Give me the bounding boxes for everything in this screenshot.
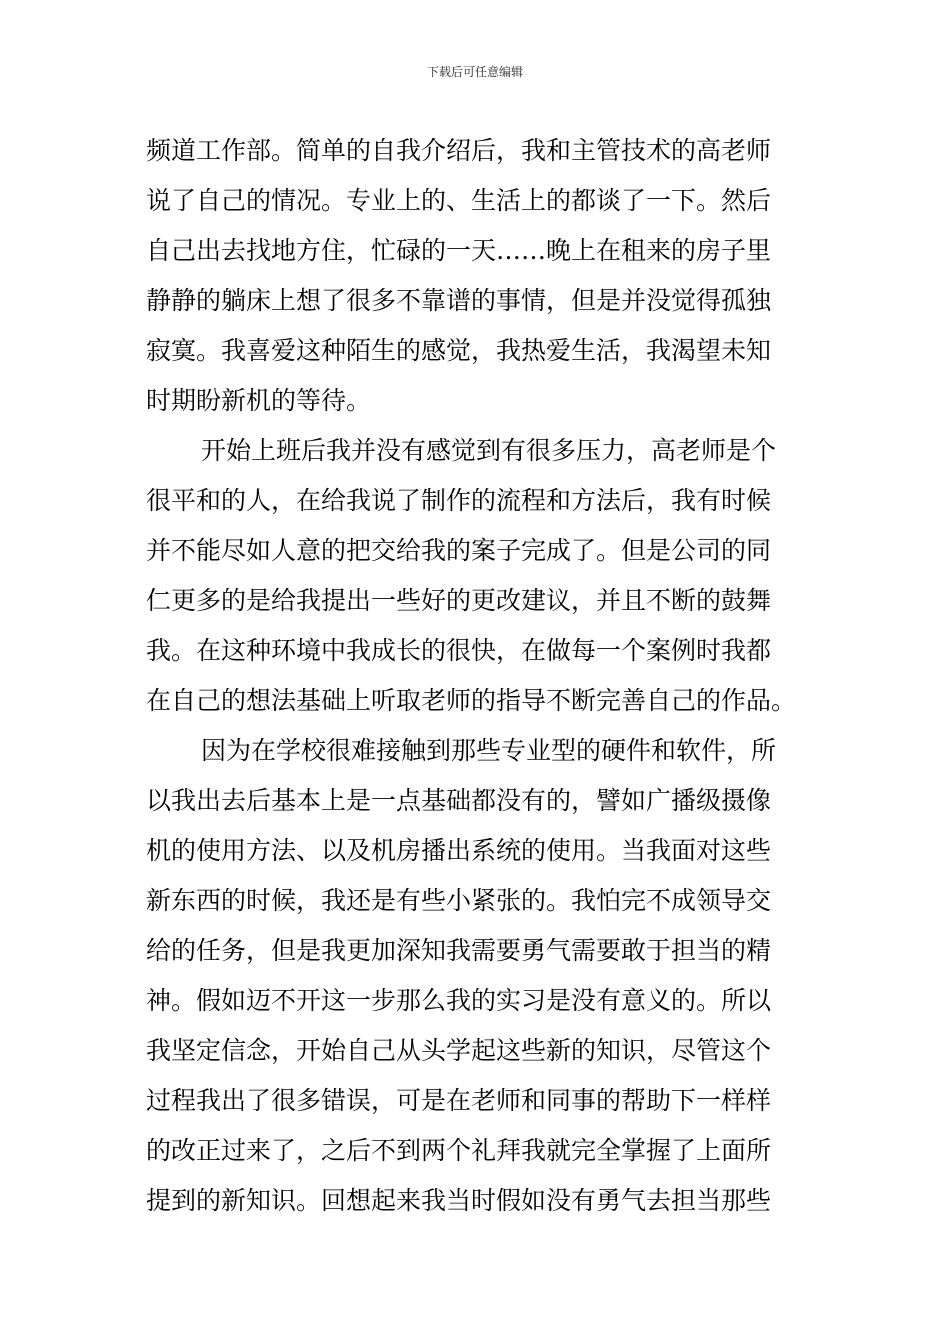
text-line: 时期盼新机的等待。 [146, 386, 372, 415]
text-line: 的改正过来了，之后不到两个礼拜我就完全掌握了上面所 [146, 1136, 772, 1165]
text-line: 提到的新知识。回想起来我当时假如没有勇气去担当那些 [146, 1186, 772, 1215]
text-line: 说了自己的情况。专业上的、生活上的都谈了一下。然后 [146, 186, 772, 215]
text-line: 寂寞。我喜爱这种陌生的感觉，我热爱生活，我渴望未知 [146, 336, 772, 365]
text-line: 我坚定信念，开始自己从头学起这些新的知识，尽管这个 [146, 1036, 772, 1065]
paragraph-3 [146, 726, 810, 1226]
paragraph-1 [146, 126, 810, 426]
text-line: 频道工作部。简单的自我介绍后，我和主管技术的高老师 [146, 136, 772, 165]
text-line: 并不能尽如人意的把交给我的案子完成了。但是公司的同 [146, 536, 772, 565]
document-body [146, 126, 810, 1226]
text-line: 给的任务，但是我更加深知我需要勇气需要敢于担当的精 [146, 936, 772, 965]
text-line: 过程我出了很多错误，可是在老师和同事的帮助下一样样 [146, 1086, 772, 1115]
text-line: 在自己的想法基础上听取老师的指导不断完善自己的作品。 [146, 686, 797, 715]
text-line: 新东西的时候，我还是有些小紧张的。我怕完不成领导交 [146, 886, 772, 915]
text-line: 自己出去找地方住，忙碌的一天……晚上在租来的房子里 [146, 236, 772, 265]
paragraph-2 [146, 426, 810, 726]
text-line: 很平和的人，在给我说了制作的流程和方法后，我有时候 [146, 486, 772, 515]
text-line: 仁更多的是给我提出一些好的更改建议，并且不断的鼓舞 [146, 586, 772, 615]
text-line: 神。假如迈不开这一步那么我的实习是没有意义的。所以 [146, 986, 772, 1015]
text-line: 因为在学校很难接触到那些专业型的硬件和软件，所 [201, 736, 777, 765]
text-line: 我。在这种环境中我成长的很快，在做每一个案例时我都 [146, 636, 772, 665]
text-line: 静静的躺床上想了很多不靠谱的事情，但是并没觉得孤独 [146, 286, 772, 315]
text-line: 机的使用方法、以及机房播出系统的使用。当我面对这些 [146, 836, 772, 865]
text-line: 以我出去后基本上是一点基础都没有的，譬如广播级摄像 [146, 786, 772, 815]
text-line: 开始上班后我并没有感觉到有很多压力，高老师是个 [201, 436, 777, 465]
page-header: 下载后可任意编辑 [426, 65, 523, 79]
